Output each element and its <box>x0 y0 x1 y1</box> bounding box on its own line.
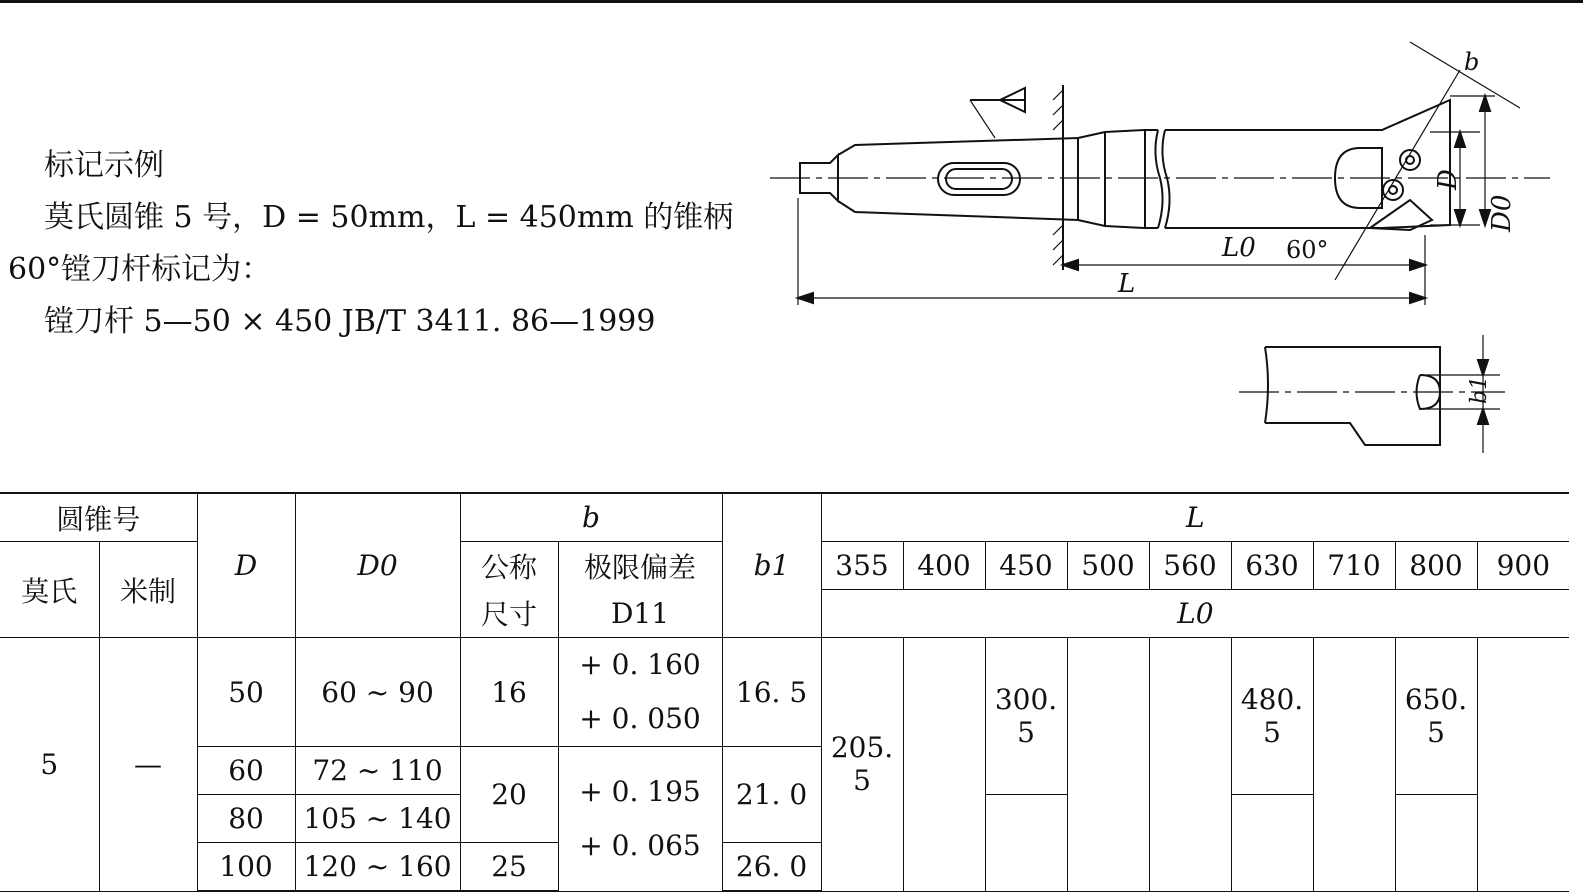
cell-b1-2: 21. 0 <box>722 747 821 843</box>
header-L0: L0 <box>821 590 1569 638</box>
header-limit-2: D11 <box>558 590 722 638</box>
cell-D0-3: 105 ~ 140 <box>295 795 460 843</box>
cell-morse: 5 <box>0 638 99 892</box>
L-355: 355 <box>821 542 903 590</box>
header-morse: 莫氏 <box>0 542 99 638</box>
cell-L0-450: 300. 5 <box>985 638 1067 795</box>
header-b1: b1 <box>722 493 821 638</box>
drawing-D-label: D <box>1433 169 1463 190</box>
cell-b-25: 25 <box>460 843 558 892</box>
cell-D0-4: 120 ~ 160 <box>295 843 460 892</box>
cell-L0-560 <box>1149 638 1231 892</box>
header-nominal-1: 公称 <box>460 542 558 590</box>
drawing-D0-label: D0 <box>1487 194 1517 232</box>
tol-2-lower: + 0. 065 <box>579 828 701 862</box>
cell-D-100: 100 <box>197 843 295 892</box>
cell-L0-400 <box>903 638 985 892</box>
cell-b1-1: 16. 5 <box>722 638 821 747</box>
cell-L0-355: 205. 5 <box>821 638 903 892</box>
cell-L0-900 <box>1477 638 1569 892</box>
L-500: 500 <box>1067 542 1149 590</box>
cell-D0-1: 60 ~ 90 <box>295 638 460 747</box>
marking-line-2: 60°镗刀杆标记为： <box>8 252 272 287</box>
cell-b-16: 16 <box>460 638 558 747</box>
header-D0: D0 <box>295 493 460 638</box>
header-taper-number: 圆锥号 <box>0 493 197 542</box>
header-nominal-2: 尺寸 <box>460 590 558 638</box>
cell-L0-800-lower <box>1395 795 1477 892</box>
cell-D-50: 50 <box>197 638 295 747</box>
top-rule <box>0 0 1583 3</box>
tol-1-lower: + 0. 050 <box>579 702 701 735</box>
cell-tolerance-2 <box>558 747 722 892</box>
L-900: 900 <box>1477 542 1569 590</box>
cell-L0-450-lower <box>985 795 1067 892</box>
header-limit-1: 极限偏差 <box>558 542 722 590</box>
cell-L0-630: 480. 5 <box>1231 638 1313 795</box>
drawing-b1-label: b1 <box>1467 375 1492 404</box>
cell-D-80: 80 <box>197 795 295 843</box>
tol-2-upper: + 0. 195 <box>579 774 701 808</box>
cell-tolerance-1 <box>558 638 722 747</box>
cell-L0-500 <box>1067 638 1149 892</box>
boring-bar-drawing <box>760 30 1560 320</box>
cell-b-20: 20 <box>460 747 558 843</box>
header-b: b <box>460 493 722 542</box>
cell-L0-710 <box>1313 638 1395 892</box>
cell-L0-800: 650. 5 <box>1395 638 1477 795</box>
marking-line-3: 镗刀杆 5—50 × 450 JB/T 3411. 86—1999 <box>44 304 656 339</box>
header-L: L <box>821 493 1569 542</box>
cell-b1-3: 26. 0 <box>722 843 821 892</box>
drawing-b-label: b <box>1464 48 1480 76</box>
header-D: D <box>197 493 295 638</box>
L-800: 800 <box>1395 542 1477 590</box>
cell-L0-630-lower <box>1231 795 1313 892</box>
marking-example <box>0 140 740 348</box>
L-560: 560 <box>1149 542 1231 590</box>
L-630: 630 <box>1231 542 1313 590</box>
drawing-L0-label: L0 <box>1222 233 1256 263</box>
marking-title: 标记示例 <box>44 148 164 183</box>
cell-D-60: 60 <box>197 747 295 795</box>
cell-metric: — <box>99 638 197 892</box>
tol-1-upper: + 0. 160 <box>579 648 701 681</box>
cutter-detail-drawing <box>1225 325 1565 460</box>
drawing-angle-label: 60° <box>1286 236 1329 264</box>
L-450: 450 <box>985 542 1067 590</box>
marking-line-1: 莫氏圆锥 5 号，D = 50mm，L = 450mm 的锥柄 <box>44 200 734 235</box>
dimension-table <box>0 492 1569 892</box>
L-710: 710 <box>1313 542 1395 590</box>
L-400: 400 <box>903 542 985 590</box>
header-metric: 米制 <box>99 542 197 638</box>
drawing-L-label: L <box>1118 269 1136 299</box>
cell-D0-2: 72 ~ 110 <box>295 747 460 795</box>
